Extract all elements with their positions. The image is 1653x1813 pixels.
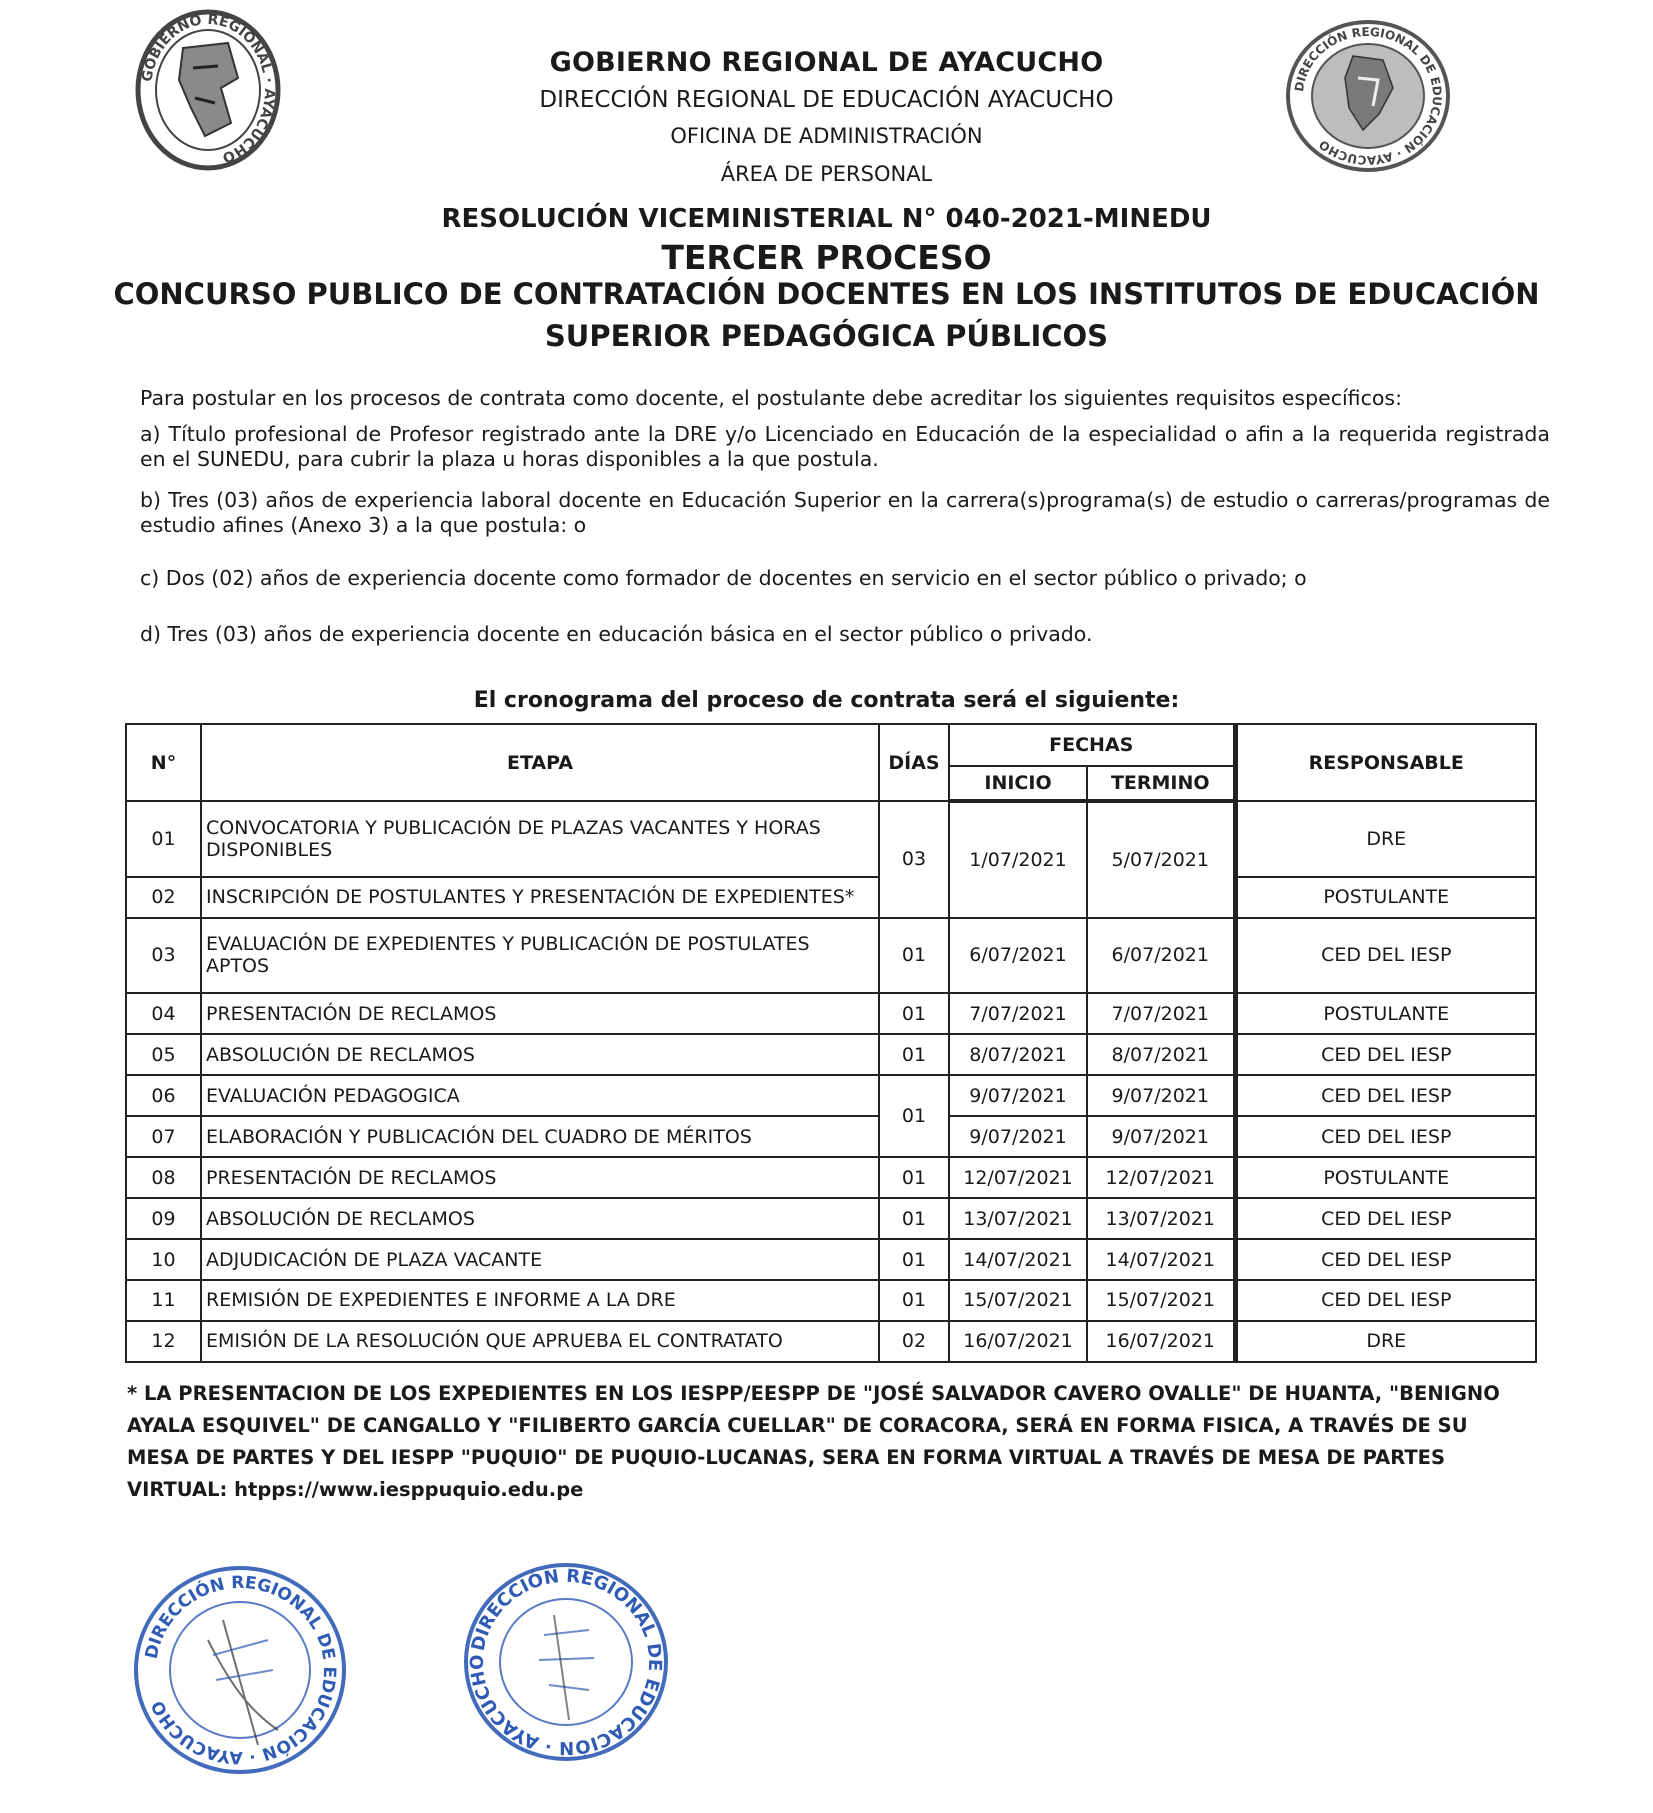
table-row	[126, 1034, 1536, 1075]
row-num: 06	[126, 1075, 201, 1116]
row-dias: 03	[879, 801, 949, 918]
row-etapa: REMISIÓN DE EXPEDIENTES E INFORME A LA DRE	[201, 1280, 879, 1321]
oficina-title: OFICINA DE ADMINISTRACIÓN	[670, 124, 983, 148]
direccion-title: DIRECCIÓN REGIONAL DE EDUCACIÓN AYACUCHO	[539, 87, 1114, 113]
row-inicio: 13/07/2021	[949, 1198, 1087, 1239]
row-etapa: INSCRIPCIÓN DE POSTULANTES Y PRESENTACIÓN DE EXPEDIENTES*	[201, 877, 879, 918]
row-termino: 15/07/2021	[1087, 1280, 1235, 1321]
row-termino: 8/07/2021	[1087, 1034, 1235, 1075]
row-inicio: 14/07/2021	[949, 1239, 1087, 1280]
schedule-title: El cronograma del proceso de contrata será el siguiente:	[473, 688, 1180, 713]
row-termino: 13/07/2021	[1087, 1198, 1235, 1239]
row-etapa: EMISIÓN DE LA RESOLUCIÓN QUE APRUEBA EL CONTRATATO	[201, 1321, 879, 1362]
schedule-table	[125, 723, 1537, 1363]
seal-right-text: DIRECCIÓN REGIONAL DE EDUCACIÓN · AYACUCHO	[1292, 24, 1445, 168]
row-dias: 02	[879, 1321, 949, 1362]
row-inicio: 16/07/2021	[949, 1321, 1087, 1362]
row-responsable: CED DEL IESP	[1235, 918, 1536, 994]
row-responsable: CED DEL IESP	[1235, 1034, 1536, 1075]
header-inicio: INICIO	[949, 766, 1087, 801]
row-responsable: POSTULANTE	[1235, 993, 1536, 1034]
row-etapa: PRESENTACIÓN DE RECLAMOS	[201, 993, 879, 1034]
dre-stamp-1	[128, 1560, 353, 1780]
row-dias: 01	[879, 1239, 949, 1280]
row-responsable: CED DEL IESP	[1235, 1239, 1536, 1280]
requirements-intro: Para postular en los procesos de contrata como docente, el postulante debe acreditar los siguientes requisitos específicos:	[140, 386, 1402, 410]
row-termino: 14/07/2021	[1087, 1239, 1235, 1280]
row-num: 05	[126, 1034, 201, 1075]
row-termino: 12/07/2021	[1087, 1157, 1235, 1198]
table-row	[126, 801, 1536, 877]
row-dias: 01	[879, 1034, 949, 1075]
table-row	[126, 993, 1536, 1034]
row-inicio: 9/07/2021	[949, 1075, 1087, 1116]
row-etapa: ADJUDICACIÓN DE PLAZA VACANTE	[201, 1239, 879, 1280]
row-num: 11	[126, 1280, 201, 1321]
row-responsable: POSTULANTE	[1235, 1157, 1536, 1198]
row-responsable: DRE	[1235, 1321, 1536, 1362]
table-row	[126, 1157, 1536, 1198]
row-inicio: 1/07/2021	[949, 801, 1087, 918]
row-inicio: 9/07/2021	[949, 1116, 1087, 1157]
row-termino: 16/07/2021	[1087, 1321, 1235, 1362]
concurso-title-line1: CONCURSO PUBLICO DE CONTRATACIÓN DOCENTES EN LOS INSTITUTOS DE EDUCACIÓN	[113, 277, 1540, 311]
footnote: * LA PRESENTACION DE LOS EXPEDIENTES EN LOS IESPP/EESPP DE "JOSÉ SALVADOR CAVERO OVALLE" DE HUANTA, "BENIGNO AYALA ESQUIVEL" DE CANGALLO Y "FILIBERTO GARCÍA CUELLAR" DE CORACORA, SERÁ EN FORMA FISICA, A TRAVÉS DE SU MESA DE PARTES Y DEL IESPP "PUQUIO" DE PUQUIO-LUCANAS, SERA EN FORMA VIRTUAL A TRAVÉS DE MESA DE PARTES VIRTUAL: htpps://www.iesppuquio.edu.pe	[127, 1382, 1500, 1501]
row-termino: 6/07/2021	[1087, 918, 1235, 994]
table-row	[126, 1116, 1536, 1157]
row-num: 04	[126, 993, 201, 1034]
row-dias: 01	[879, 1198, 949, 1239]
header-termino: TERMINO	[1087, 766, 1235, 801]
resolucion-title: RESOLUCIÓN VICEMINISTERIAL N° 040-2021-MINEDU	[441, 204, 1212, 234]
concurso-title-line2: SUPERIOR PEDAGÓGICA PÚBLICOS	[544, 319, 1109, 353]
row-etapa: CONVOCATORIA Y PUBLICACIÓN DE PLAZAS VACANTES Y HORAS DISPONIBLES	[201, 801, 879, 877]
row-inicio: 12/07/2021	[949, 1157, 1087, 1198]
stamp1-text: DIRECCIÓN REGIONAL DE EDUCACIÓN · AYACUCHO	[141, 1572, 340, 1768]
row-etapa: EVALUACIÓN PEDAGOGICA	[201, 1075, 879, 1116]
row-termino: 5/07/2021	[1087, 801, 1235, 918]
row-responsable: CED DEL IESP	[1235, 1116, 1536, 1157]
row-inicio: 6/07/2021	[949, 918, 1087, 994]
row-etapa: ELABORACIÓN Y PUBLICACIÓN DEL CUADRO DE MÉRITOS	[201, 1116, 879, 1157]
row-num: 12	[126, 1321, 201, 1362]
row-dias: 01	[879, 1075, 949, 1157]
area-title: ÁREA DE PERSONAL	[720, 162, 933, 186]
row-termino: 7/07/2021	[1087, 993, 1235, 1034]
row-num: 10	[126, 1239, 201, 1280]
row-etapa: ABSOLUCIÓN DE RECLAMOS	[201, 1034, 879, 1075]
dre-stamp-2	[459, 1560, 674, 1765]
table-row	[126, 1198, 1536, 1239]
requirement-c: c) Dos (02) años de experiencia docente como formador de docentes en servicio en el sector público o privado; o	[140, 566, 1307, 590]
table-row	[126, 918, 1536, 994]
seal-left-text: GOBIERNO REGIONAL · AYACUCHO	[139, 11, 278, 166]
row-num: 08	[126, 1157, 201, 1198]
row-dias: 01	[879, 993, 949, 1034]
row-inicio: 8/07/2021	[949, 1034, 1087, 1075]
row-num: 03	[126, 918, 201, 994]
proceso-title: TERCER PROCESO	[661, 238, 992, 277]
row-dias: 01	[879, 1280, 949, 1321]
requirement-a: a) Título profesional de Profesor registrado ante la DRE y/o Licenciado en Educación de la especialidad o afin a la requerida registrada en el SUNEDU, para cubrir la plaza u horas disponibles a la que postula.	[140, 422, 1550, 471]
requirement-b: b) Tres (03) años de experiencia laboral docente en Educación Superior en la carrera(s)programa(s) de estudio o carreras/programas de estudio afines (Anexo 3) a la que postula: o	[140, 488, 1550, 537]
row-etapa: PRESENTACIÓN DE RECLAMOS	[201, 1157, 879, 1198]
row-num: 07	[126, 1116, 201, 1157]
row-etapa: ABSOLUCIÓN DE RECLAMOS	[201, 1198, 879, 1239]
stamp2-text: DIRECCIÓN REGIONAL DE EDUCACIÓN · AYACUCHO	[466, 1565, 666, 1759]
gobierno-title: GOBIERNO REGIONAL DE AYACUCHO	[549, 47, 1104, 78]
row-inicio: 7/07/2021	[949, 993, 1087, 1034]
header-dias: DÍAS	[879, 724, 949, 801]
header-fechas: FECHAS	[949, 724, 1235, 766]
row-num: 09	[126, 1198, 201, 1239]
row-responsable: DRE	[1235, 801, 1536, 877]
row-responsable: CED DEL IESP	[1235, 1075, 1536, 1116]
row-responsable: CED DEL IESP	[1235, 1198, 1536, 1239]
row-responsable: POSTULANTE	[1235, 877, 1536, 918]
table-row	[126, 1075, 1536, 1116]
row-termino: 9/07/2021	[1087, 1116, 1235, 1157]
row-dias: 01	[879, 1157, 949, 1198]
row-num: 01	[126, 801, 201, 877]
row-num: 02	[126, 877, 201, 918]
row-termino: 9/07/2021	[1087, 1075, 1235, 1116]
header-responsable: RESPONSABLE	[1235, 724, 1536, 801]
table-row	[126, 1321, 1536, 1362]
header-etapa: ETAPA	[201, 724, 879, 801]
row-inicio: 15/07/2021	[949, 1280, 1087, 1321]
requirement-d: d) Tres (03) años de experiencia docente en educación básica en el sector público o privado.	[140, 622, 1093, 646]
row-etapa: EVALUACIÓN DE EXPEDIENTES Y PUBLICACIÓN DE POSTULATES APTOS	[201, 918, 879, 994]
table-row	[126, 1280, 1536, 1321]
table-row	[126, 877, 1536, 918]
row-dias: 01	[879, 918, 949, 994]
table-row	[126, 1239, 1536, 1280]
header-num: N°	[126, 724, 201, 801]
row-responsable: CED DEL IESP	[1235, 1280, 1536, 1321]
